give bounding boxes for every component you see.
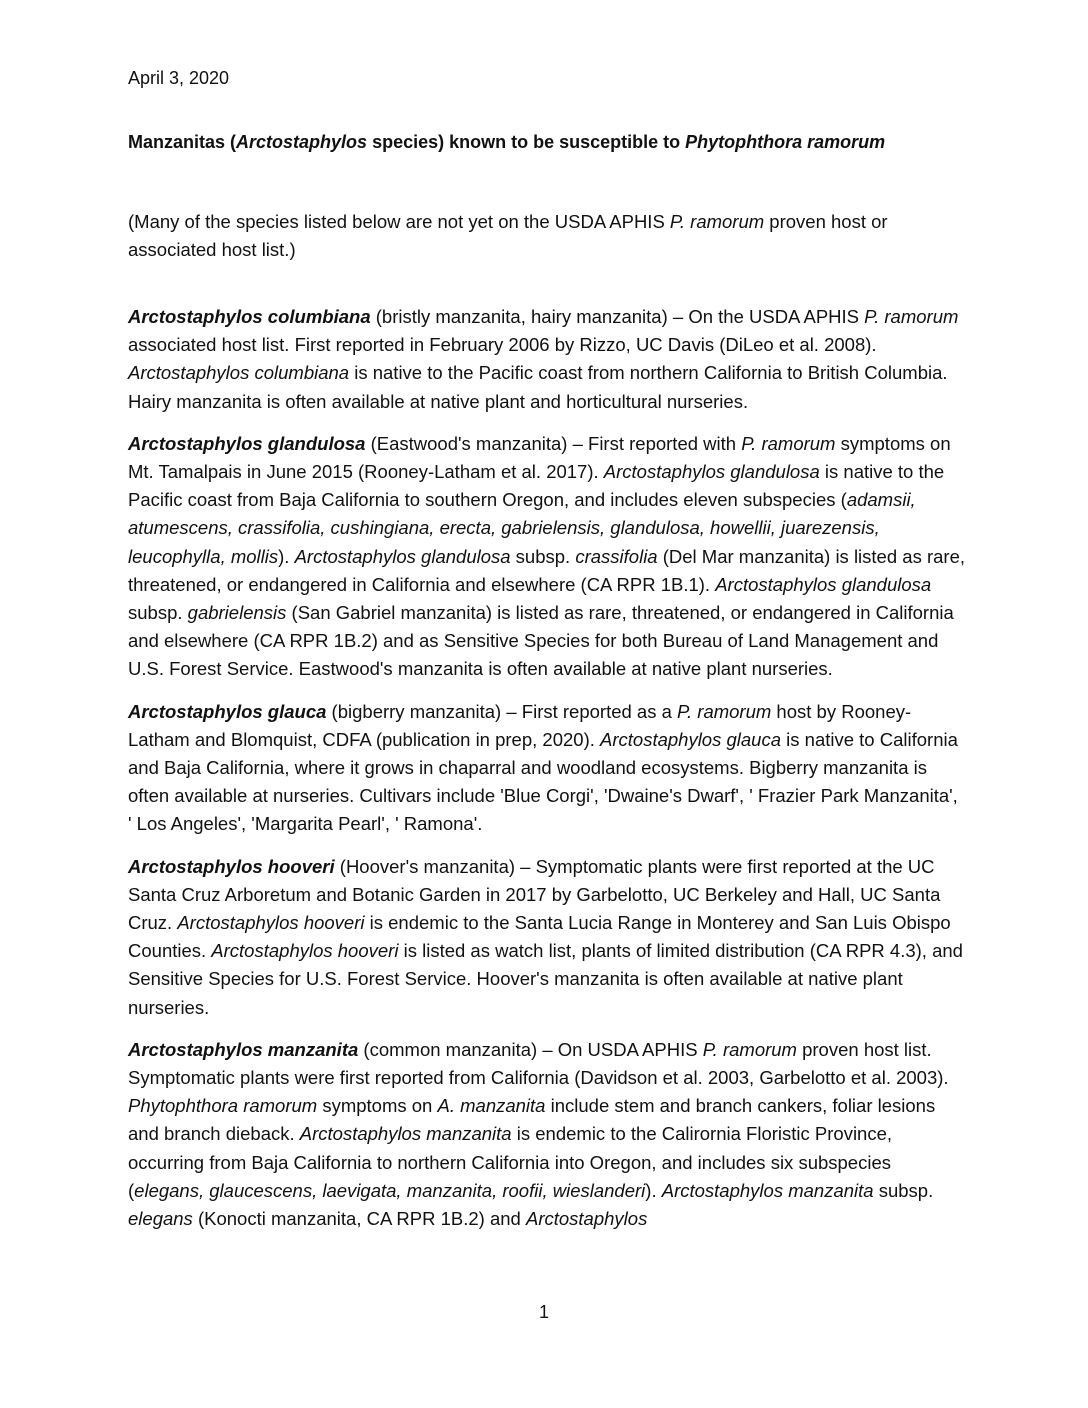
species-entry-glauca [128, 698, 966, 839]
species-entry-manzanita [128, 1036, 966, 1233]
italic-text: Arctostaphylos glauca [600, 728, 782, 750]
text-run: subsp. [510, 545, 576, 567]
document-date: April 3, 2020 [128, 68, 230, 88]
italic-text: Phytophthora ramorum [128, 1095, 318, 1117]
italic-text: Arctostaphylos hooveri [177, 912, 365, 934]
text-run: include stem and branch cankers, foliar lesions and branch dieback. [128, 1095, 936, 1145]
italic-text: Arctostaphylos hooveri [211, 940, 399, 962]
text-run: (Konocti manzanita, CA RPR 1B.2) and [192, 1208, 526, 1230]
text-run: subsp. [873, 1179, 934, 1201]
text-run: proven host list. Symptomatic plants were first reported from California (Davidson et al. 2003, Garbelotto et al. 2003). [128, 1038, 949, 1089]
italic-text: P. ramorum [864, 306, 959, 327]
text-run: (common manzanita) – On USDA APHIS [358, 1038, 703, 1060]
text-run: (bristly manzanita, hairy manzanita) – On the USDA APHIS [370, 306, 865, 327]
italic-text: Arctostaphylos columbiana [128, 362, 350, 384]
italic-text: Phytophthora ramorum [685, 132, 886, 152]
intro-note [128, 208, 978, 264]
text-run: is listed as watch list, plants of limited distribution (CA RPR 4.3), and Sensitive Species for U.S. Forest Service. Hoover's manzanita is often available at native plant nurseries. [128, 940, 963, 1018]
text-run: (Hoover's manzanita) – Symptomatic plants were first reported at the UC Santa Cruz Arboretum and Botanic Garden in 2017 by Garbelotto, UC Berkeley and Hall, UC Santa Cruz. [128, 855, 941, 934]
text-run: symptoms on [317, 1095, 438, 1117]
text-run: (San Gabriel manzanita) is listed as rare, threatened, or endangered in California and elsewhere (CA RPR 1B.2) and as Sensitive Species for both Bureau of Land Management and U.S. Forest Service. Eastwood's manzanita is often available at native plant nurseries. [128, 602, 954, 680]
text-run: ). [645, 1179, 662, 1201]
species-name: Arctostaphylos columbiana [128, 306, 371, 327]
text-run: is native to the Pacific coast from Baja California to southern Oregon, and includes eleven subspecies ( [128, 461, 945, 511]
text-run: host by Rooney-Latham and Blomquist, CDFA (publication in prep, 2020). [128, 700, 912, 750]
species-name: Arctostaphylos glandulosa [128, 432, 366, 454]
italic-text: gabrielensis [187, 602, 287, 624]
species-list [128, 303, 966, 1233]
italic-text: Arctostaphylos [236, 132, 368, 152]
species-entry-hooveri [128, 853, 966, 1022]
italic-text: elegans [128, 1208, 193, 1230]
italic-text: Arctostaphylos manzanita [299, 1123, 512, 1145]
text-run: is native to the Pacific coast from northern California to British Columbia. Hairy manzanita is often available at native plant and horticultural nurseries. [128, 362, 948, 412]
text-run: symptoms on Mt. Tamalpais in June 2015 (Rooney-Latham et al. 2017). [128, 432, 951, 483]
text-run: subsp. [128, 602, 188, 624]
text-run: (bigberry manzanita) – First reported as a [326, 700, 678, 722]
text-run: (Eastwood's manzanita) – First reported with [365, 432, 742, 454]
text-run: associated host list. First reported in February 2006 by Rizzo, UC Davis (DiLeo et al. 2008). [128, 334, 877, 356]
species-entry-columbiana [128, 303, 966, 416]
italic-text: Arctostaphylos [525, 1208, 648, 1230]
italic-text: P. ramorum [669, 211, 765, 232]
species-name: Arctostaphylos glauca [128, 700, 327, 722]
text-run: species) known to be susceptible to [367, 132, 686, 152]
italic-text: P. ramorum [677, 700, 772, 722]
italic-text: Arctostaphylos glandulosa [715, 573, 932, 595]
italic-text: Arctostaphylos glandulosa [603, 461, 820, 483]
species-entry-glandulosa [128, 430, 966, 684]
text-run: is native to California and Baja California, where it grows in chaparral and woodland ecosystems. Bigberry manzanita is often available at nurseries. Cultivars include 'Blue Corgi', 'Dwaine's Dwarf', ' Frazier Park Manzanita', ' Los Angeles', 'Margarita Pearl', ' Ramona'. [128, 728, 958, 835]
document-title [128, 130, 885, 154]
italic-text: Arctostaphylos manzanita [661, 1179, 874, 1201]
text-run: is endemic to the Calirornia Floristic Province, occurring from Baja California to northern California into Oregon, and includes six subspecies ( [128, 1123, 893, 1201]
text-run: (Del Mar manzanita) is listed as rare, threatened, or endangered in California and elsewhere (CA RPR 1B.1). [128, 545, 965, 595]
italic-text: crassifolia [575, 545, 658, 567]
italic-text: P. ramorum [702, 1038, 797, 1060]
page-number: 1 [538, 1302, 549, 1322]
text-run: is endemic to the Santa Lucia Range in Monterey and San Luis Obispo Counties. [128, 912, 951, 962]
species-name: Arctostaphylos manzanita [128, 1038, 359, 1060]
text-run: (Many of the species listed below are not yet on the USDA APHIS [128, 211, 670, 232]
italic-text: P. ramorum [741, 432, 836, 454]
italic-text: A. manzanita [437, 1095, 546, 1117]
species-name: Arctostaphylos hooveri [128, 855, 335, 877]
text-run: Manzanitas ( [128, 132, 237, 152]
italic-text: Arctostaphylos glandulosa [294, 545, 511, 567]
italic-text: adamsii, atumescens, crassifolia, cushingiana, erecta, gabrielensis, glandulosa, howellii, juarezensis, leucophylla, mollis [128, 489, 916, 567]
text-run: ). [278, 545, 295, 567]
italic-text: elegans, glaucescens, laevigata, manzanita, roofii, wieslanderi [134, 1179, 646, 1201]
text-run: proven host or associated host list.) [128, 211, 888, 260]
